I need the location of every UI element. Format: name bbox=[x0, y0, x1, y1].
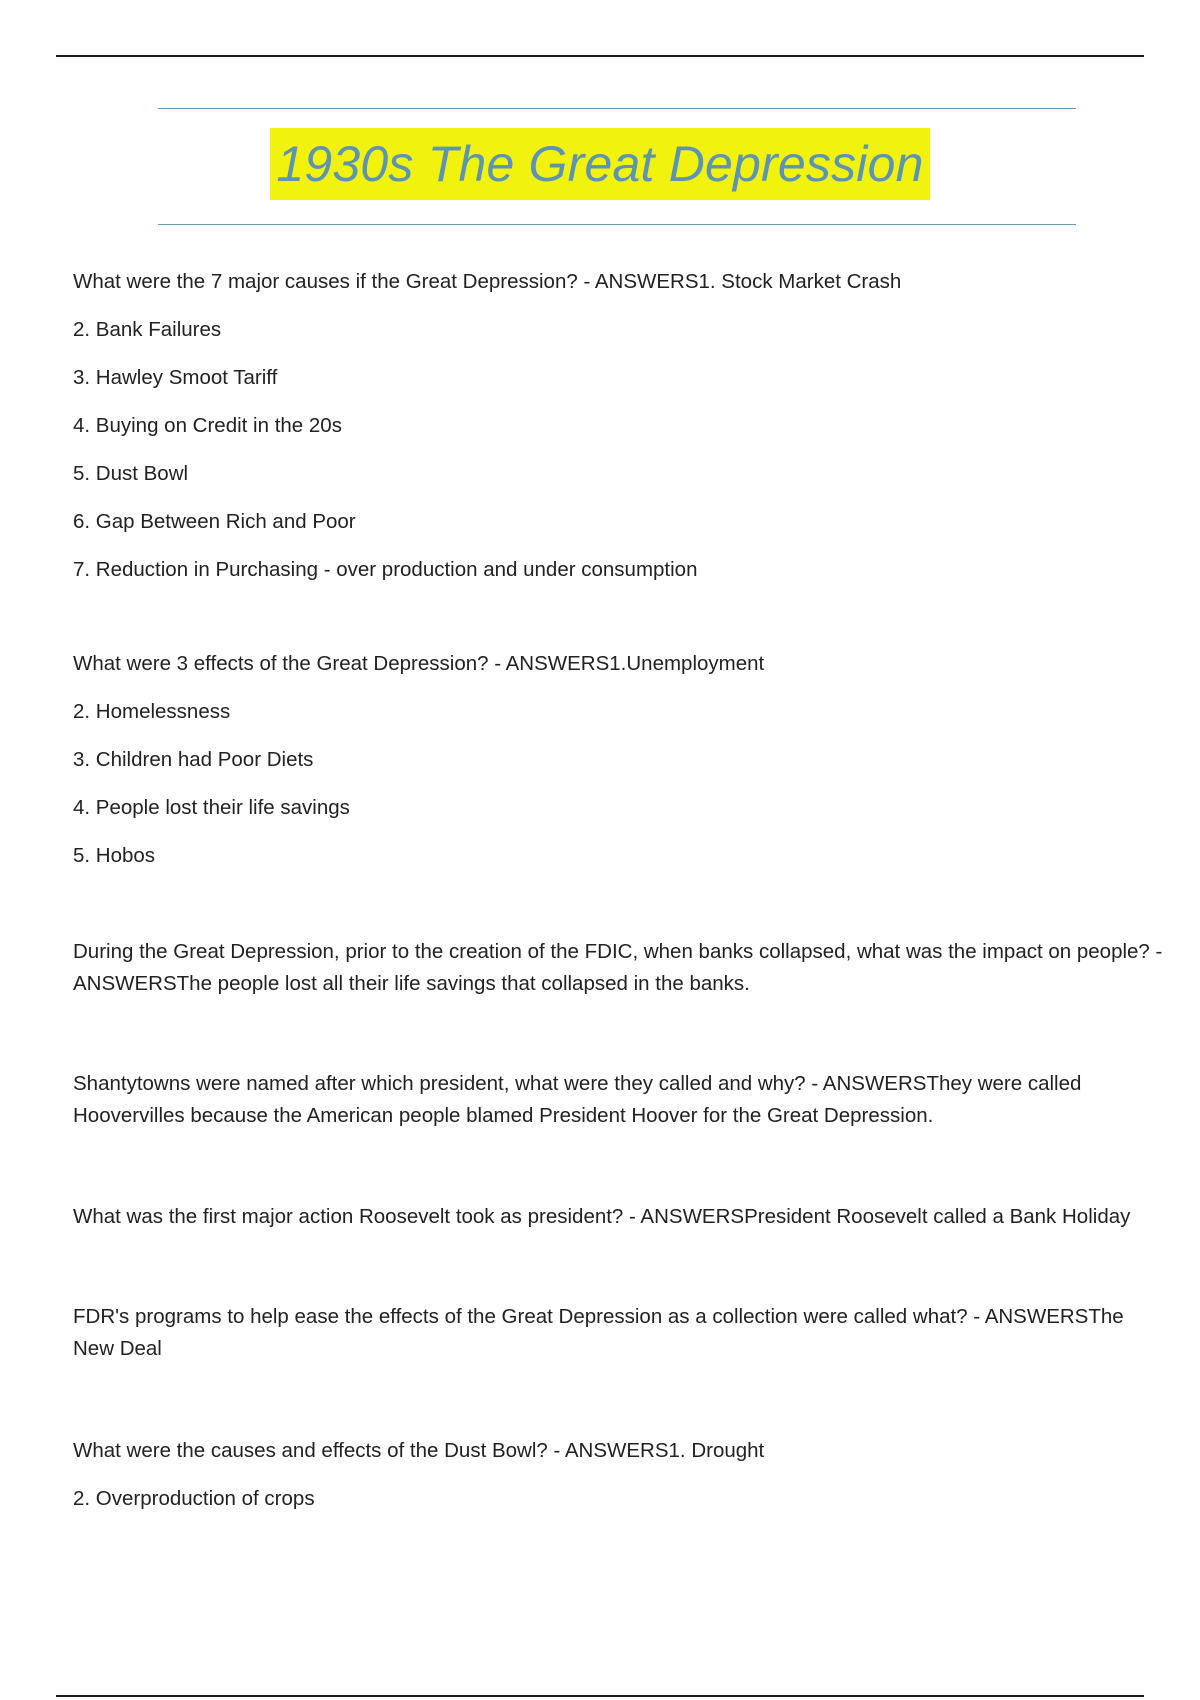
spacer bbox=[73, 1132, 1163, 1193]
qa-paragraph: FDR's programs to help ease the effects of the Great Depression as a collection were called what? - ANSWERSThe New Deal bbox=[73, 1305, 1124, 1360]
spacer bbox=[73, 1233, 1163, 1293]
list-item: 3. Hawley Smoot Tariff bbox=[73, 366, 278, 389]
title-top-rule bbox=[158, 108, 1076, 109]
list-item: 2. Overproduction of crops bbox=[73, 1487, 315, 1510]
list-item: 3. Children had Poor Diets bbox=[73, 748, 314, 771]
spacer bbox=[73, 594, 1163, 640]
list-item: 2. Homelessness bbox=[73, 700, 231, 723]
title-block bbox=[0, 128, 1200, 200]
list-item: 4. People lost their life savings bbox=[73, 796, 350, 819]
question-line: What were the 7 major causes if the Great Depression? - ANSWERS1. Stock Market Crash bbox=[73, 270, 902, 293]
page-title: 1930s The Great Depression bbox=[270, 128, 929, 200]
spacer bbox=[73, 1365, 1163, 1427]
list-item: 2. Bank Failures bbox=[73, 318, 222, 341]
list-item: 6. Gap Between Rich and Poor bbox=[73, 510, 356, 533]
qa-paragraph: During the Great Depression, prior to the creation of the FDIC, when banks collapsed, what was the impact on people? - ANSWERSThe people lost all their life savings that collapsed in the banks. bbox=[73, 940, 1163, 995]
qa-roosevelt bbox=[73, 1193, 1163, 1233]
spacer bbox=[73, 1000, 1163, 1060]
qa-paragraph: What was the first major action Roosevelt took as president? - ANSWERSPresident Roosevelt called a Bank Holiday bbox=[73, 1205, 1131, 1228]
qa-effects bbox=[73, 640, 1163, 880]
qa-new-deal bbox=[73, 1293, 1163, 1365]
qa-dust-bowl bbox=[73, 1427, 1163, 1523]
list-item: 4. Buying on Credit in the 20s bbox=[73, 414, 342, 437]
page-bottom-rule bbox=[56, 1695, 1144, 1697]
spacer bbox=[73, 880, 1163, 928]
list-item: 7. Reduction in Purchasing - over production and under consumption bbox=[73, 558, 698, 581]
title-bottom-rule bbox=[158, 224, 1076, 225]
qa-causes bbox=[73, 258, 1163, 594]
list-item: 5. Hobos bbox=[73, 844, 156, 867]
question-line: What were 3 effects of the Great Depression? - ANSWERS1.Unemployment bbox=[73, 652, 765, 675]
question-line: What were the causes and effects of the Dust Bowl? - ANSWERS1. Drought bbox=[73, 1439, 765, 1462]
qa-shantytowns bbox=[73, 1060, 1163, 1132]
qa-fdic bbox=[73, 928, 1163, 1000]
qa-paragraph: Shantytowns were named after which president, what were they called and why? - ANSWERSThey were called Hoovervilles because the American people blamed President Hoover for the Great Depression. bbox=[73, 1072, 1082, 1127]
page-top-rule bbox=[56, 55, 1144, 57]
list-item: 5. Dust Bowl bbox=[73, 462, 189, 485]
document-body bbox=[73, 258, 1163, 1523]
